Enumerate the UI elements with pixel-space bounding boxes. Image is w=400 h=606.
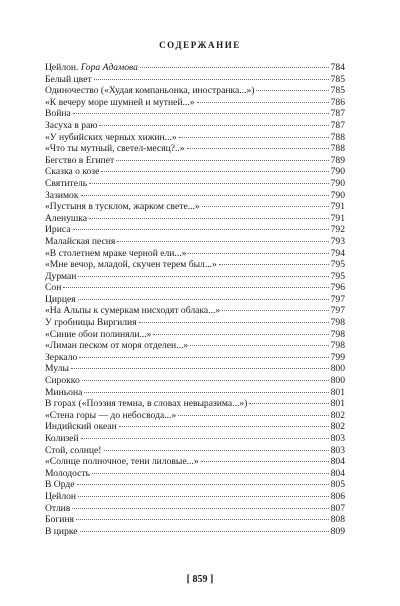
- toc-entry-page: 807: [330, 502, 345, 514]
- toc-entry-title: Святитель: [45, 177, 88, 189]
- toc-entry: [45, 479, 345, 491]
- dot-leader: [76, 518, 329, 520]
- dot-leader: [92, 472, 329, 474]
- toc-entry: [45, 329, 345, 341]
- toc-entry: [45, 143, 345, 155]
- toc-entry: [45, 526, 345, 538]
- toc-entry-page: 804: [330, 467, 345, 479]
- toc-entry-title: У гробницы Виргилия: [45, 317, 137, 329]
- toc-entry: [45, 445, 345, 457]
- toc-entry: [45, 97, 345, 109]
- toc-entry-page: 802: [330, 409, 345, 421]
- dot-leader: [178, 414, 328, 416]
- dot-leader: [219, 263, 329, 265]
- dot-leader: [82, 379, 329, 381]
- toc-entry: [45, 271, 345, 283]
- toc-entry-page: 790: [330, 166, 345, 178]
- dot-leader: [197, 101, 329, 103]
- toc-entry-page: 795: [330, 259, 345, 271]
- toc-entry: [45, 375, 345, 387]
- toc-entry-title: «Что ты мутный, светел-месяц?..»: [45, 143, 185, 155]
- toc-entry-page: 790: [330, 177, 345, 189]
- toc-entry-page: 788: [330, 131, 345, 143]
- dot-leader: [78, 495, 329, 497]
- toc-entry-title: Аленушка: [45, 212, 88, 224]
- toc-entry-title: Колизей: [45, 433, 79, 444]
- page-title: СОДЕРЖАНИЕ: [159, 40, 241, 50]
- toc-entry: [45, 190, 345, 202]
- toc-entry: [45, 363, 345, 375]
- toc-entry-title: Миньона: [45, 386, 83, 398]
- toc-entry-page: 792: [330, 224, 345, 236]
- toc-entry-page: 791: [330, 201, 345, 213]
- toc-entry-page: 805: [330, 479, 345, 491]
- toc-entry-title: Сон: [45, 282, 62, 294]
- toc-entry-page: 804: [330, 456, 345, 468]
- dot-leader: [89, 182, 328, 184]
- dot-leader: [187, 147, 329, 149]
- toc-entry: [45, 398, 345, 410]
- toc-entry: [45, 503, 345, 515]
- toc-entry: [45, 201, 345, 213]
- toc-entry-title-prefix: Цейлон.: [45, 62, 81, 73]
- toc-entry: [45, 456, 345, 468]
- dot-leader: [89, 217, 329, 219]
- toc-entry-title: Война: [45, 108, 71, 120]
- toc-entry-page: 803: [330, 444, 345, 456]
- toc-entry-title: Зазимок: [45, 189, 79, 201]
- toc-entry-page: 793: [330, 235, 345, 247]
- dot-leader: [119, 425, 329, 427]
- toc-entry-page: 791: [330, 212, 345, 224]
- toc-entry-page: 789: [330, 154, 345, 166]
- toc-entry: [45, 468, 345, 480]
- toc-entry-title: Цейлон: [45, 490, 77, 502]
- toc-entry-title: Зеркало: [45, 351, 78, 363]
- toc-entry: [45, 282, 345, 294]
- toc-entry-title: «Пустыня в тусклом, жарком свете...»: [45, 201, 200, 213]
- toc-entry-page: 795: [330, 270, 345, 282]
- dot-leader: [73, 112, 329, 114]
- toc-entry: [45, 108, 345, 120]
- toc-entry-page: 806: [330, 490, 345, 502]
- toc-entry-title-italic: Гора Адамова: [80, 62, 138, 73]
- toc-entry-title: «Мне вечор, младой, скучен терем был...»: [45, 259, 217, 271]
- toc-entry-title: «Синие обои полиняли...»: [45, 328, 152, 340]
- toc-entry: [45, 213, 345, 225]
- toc-entry-page: 790: [330, 189, 345, 201]
- toc-entry: [45, 421, 345, 433]
- dot-leader: [72, 507, 328, 509]
- toc-entry: [45, 74, 345, 86]
- toc-entry: [45, 236, 345, 248]
- toc-entry-page: 802: [330, 421, 345, 433]
- toc-entry: [45, 132, 345, 144]
- dot-leader: [201, 460, 329, 462]
- toc-entry-title: Сирокко: [45, 375, 80, 387]
- toc-entry: [45, 248, 345, 260]
- dot-leader: [101, 170, 328, 172]
- dot-leader: [71, 367, 329, 369]
- dot-leader: [84, 391, 328, 393]
- toc-entry: [45, 317, 345, 329]
- toc-entry: [45, 491, 345, 503]
- toc-entry-page: 798: [330, 317, 345, 329]
- dot-leader: [99, 124, 328, 126]
- toc-entry: [45, 85, 345, 97]
- toc-entry-title: Молодость: [45, 467, 91, 479]
- toc-entry-title: Отлив: [45, 502, 71, 514]
- toc-entry-page: 809: [330, 525, 345, 537]
- toc-entry-title: «В столетнем мраке черной ели...»: [45, 247, 187, 259]
- toc-entry-page: 797: [330, 293, 345, 305]
- toc-entry-page: 786: [330, 96, 345, 108]
- dot-leader: [77, 483, 329, 485]
- toc-entry: [45, 120, 345, 132]
- toc-entry-page: 800: [330, 375, 345, 387]
- toc-entry: [45, 155, 345, 167]
- dot-leader: [117, 240, 328, 242]
- toc-entry-page: 788: [330, 143, 345, 155]
- dot-leader: [81, 437, 329, 439]
- toc-entry: [45, 433, 345, 445]
- toc-entry-title: Мулы: [45, 363, 69, 375]
- toc-entry-page: 801: [330, 386, 345, 398]
- dot-leader: [179, 136, 329, 138]
- toc-entry: [45, 340, 345, 352]
- toc-entry-title: Ириса: [45, 224, 71, 236]
- dot-leader: [222, 309, 328, 311]
- toc-entry-title: Малайская песня: [45, 235, 116, 247]
- page-number: [ 859 ]: [186, 574, 214, 585]
- toc-entry-title: Дурман: [45, 270, 77, 282]
- dot-leader: [139, 321, 329, 323]
- dot-leader: [80, 530, 329, 532]
- toc-entry-title: Стой, солнце!: [45, 444, 102, 456]
- dot-leader: [140, 66, 329, 68]
- toc-entry-page: 787: [330, 119, 345, 131]
- toc-entry-title: «На Альпы к сумеркам нисходят облака...»: [45, 305, 221, 317]
- toc-entry-page: 803: [330, 433, 345, 444]
- toc-entry-page: 785: [330, 73, 345, 85]
- dot-leader: [249, 402, 328, 404]
- toc-entry: [45, 514, 345, 526]
- dot-leader: [202, 205, 329, 207]
- toc-entry-title: Богиня: [45, 514, 74, 526]
- toc-entry-page: 796: [330, 282, 345, 294]
- toc-entry: [45, 294, 345, 306]
- toc-entry: [45, 166, 345, 178]
- toc-entry-title: Индийский океан: [45, 421, 117, 433]
- toc-entry-page: 800: [330, 363, 345, 375]
- dot-leader: [190, 344, 328, 346]
- dot-leader: [188, 252, 328, 254]
- toc-entry-title: «Лиман песком от моря отделен...»: [45, 340, 189, 352]
- dot-leader: [78, 275, 328, 277]
- toc-entry-title: В Орде: [45, 479, 75, 491]
- toc-entry-page: 787: [330, 108, 345, 120]
- toc-entry-title: Белый цвет: [45, 73, 92, 85]
- toc-entry-page: 784: [330, 62, 345, 73]
- toc-entry-title: «К вечеру море шумней и мутней...»: [45, 96, 195, 108]
- dot-leader: [94, 78, 329, 80]
- toc-entry: [45, 224, 345, 236]
- toc-entry: [45, 387, 345, 399]
- toc-entry-page: 798: [330, 340, 345, 352]
- toc-entry-page: 798: [330, 328, 345, 340]
- toc-entry: [45, 178, 345, 190]
- toc-entry-title: «У нубийских черных хижин...»: [45, 131, 177, 143]
- toc-entry-title: Засуха в раю: [45, 119, 98, 131]
- dot-leader: [104, 449, 329, 451]
- toc-entry-title: Цирцея: [45, 293, 76, 305]
- dot-leader: [153, 333, 328, 335]
- toc-entry-page: 799: [330, 351, 345, 363]
- dot-leader: [116, 159, 328, 161]
- dot-leader: [256, 89, 328, 91]
- toc-entry: [45, 352, 345, 364]
- dot-leader: [63, 286, 328, 288]
- toc-entry-title: В цирке: [45, 525, 78, 537]
- toc-entry-page: 785: [330, 85, 345, 97]
- toc-entry-title: Сказка о козе: [45, 166, 100, 178]
- dot-leader: [73, 228, 329, 230]
- dot-leader: [78, 298, 329, 300]
- toc-entry-title: «Стена горы — до небосвода...»: [45, 409, 177, 421]
- table-of-contents: [45, 62, 345, 537]
- toc-entry-title: Одиночество («Худая компаньонка, иностранка...»): [45, 85, 255, 97]
- toc-entry-title: «Солнце полночное, тени лиловые...»: [45, 456, 199, 468]
- toc-entry: [45, 305, 345, 317]
- toc-entry: [45, 259, 345, 271]
- toc-entry-page: 808: [330, 514, 345, 526]
- dot-leader: [81, 194, 329, 196]
- toc-entry-title: Бегство в Египет: [45, 154, 115, 166]
- toc-entry-title: В горах («Поэзия темна, в словах невыразима...»): [45, 398, 248, 410]
- toc-entry-title: [45, 62, 138, 74]
- toc-entry: [45, 62, 345, 74]
- dot-leader: [79, 356, 328, 358]
- toc-entry-page: 794: [330, 247, 345, 259]
- toc-entry: [45, 410, 345, 422]
- toc-entry-page: 801: [330, 398, 345, 410]
- toc-entry-page: 797: [330, 305, 345, 317]
